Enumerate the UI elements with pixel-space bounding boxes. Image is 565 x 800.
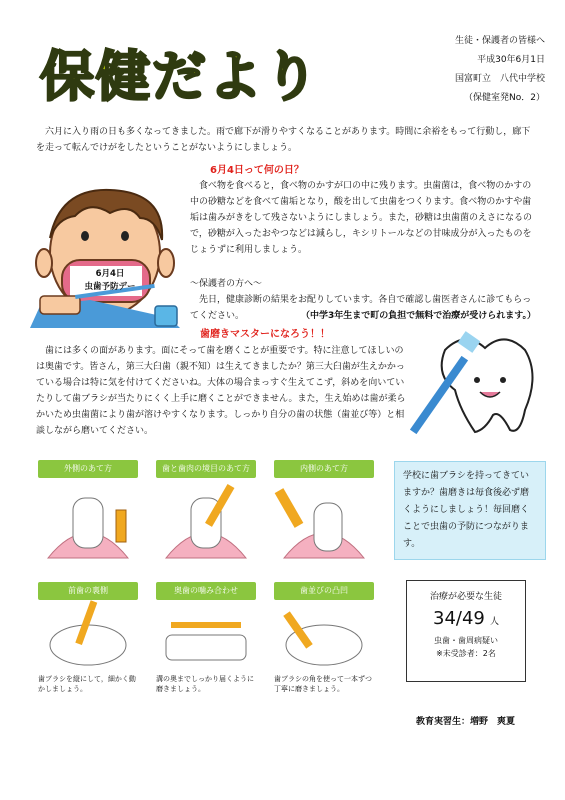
section2-heading: 歯磨きマスターになろう！！ (200, 329, 330, 340)
guardian-heading: 〜保護者の方へ〜 (190, 279, 263, 289)
guardian-note: （中学3年生まで町の負担で無料で治療が受けられます。） (300, 311, 536, 321)
sign-label: 虫歯予防デー (84, 282, 136, 292)
stats-unit: 人 (489, 617, 499, 627)
panel-outer (38, 460, 138, 572)
panel-front-back-illustration (38, 600, 138, 670)
panel-occlusal-illustration (156, 600, 256, 670)
panel-caption: 溝の奥までしっかり届くように磨きましょう。 (156, 675, 254, 693)
panel-label: 内側のあて方 (274, 460, 374, 478)
header-line: 生徒・保護者の皆様へ (454, 36, 545, 46)
header-line: （保健室発No．2） (464, 93, 545, 103)
panel-label: 外側のあて方 (38, 460, 138, 478)
stats-line2: ※未受診者：2名 (436, 649, 496, 658)
header-line: 平成30年6月1日 (477, 55, 545, 65)
panel-label: 歯と歯肉の境目のあて方 (156, 460, 256, 478)
panel-inner-illustration (274, 478, 374, 568)
footer-author: 教育実習生：増野 爽夏 (415, 717, 515, 727)
section2-body: 歯には多くの面があります。面にそって歯を磨くことが重要です。特に注意してほしいのは奥歯です。皆さん，第三大臼歯（親不知）は生えてきましたか？第三大臼歯が生えかかっている場合は特に気を付けてくださいね。大体の場合まっすぐ生えてこず，斜めを向いていたりして歯ブラシが当たりにくく上手に磨くことができません。また，生え始めは歯が柔らかいため虫歯菌により歯が溶けやすくなります。しっかり自分の歯の状態（歯並び等）と相談しながら磨いてください。 (36, 346, 406, 436)
tip-box: 学校に歯ブラシを持ってきていますか？歯磨きは毎食後必ず磨くようにしましょう！毎回磨くことで虫歯の予防につながります。 (394, 461, 546, 560)
guardian-body: 先日，健康診断の結果をお配りしています。各自で確認し歯医者さんに診てもらってください。 (190, 295, 532, 321)
stats-value: 34/49 (433, 608, 485, 629)
stats-title: 治療が必要な生徒 (429, 592, 502, 602)
panel-uneven (274, 582, 374, 694)
panel-caption: 歯ブラシを縦にして，細かく動かしましょう。 (38, 675, 136, 693)
panel-uneven-illustration (274, 600, 374, 670)
title-text: 保健だより (40, 45, 320, 108)
header-line: 国富町立 八代中学校 (454, 74, 545, 84)
sign-date: 6月4日 (95, 269, 125, 279)
panel-label: 歯並びの凸凹 (274, 582, 374, 600)
panel-gumline (156, 460, 256, 572)
panel-caption: 歯ブラシの角を使って一本ずつ丁寧に磨きましょう。 (274, 675, 372, 693)
tooth-mascot-illustration (405, 330, 545, 440)
stats-box (406, 580, 526, 682)
brushing-panels (38, 460, 378, 710)
newsletter-title (40, 38, 380, 116)
panel-label: 奥歯の噛み合わせ (156, 582, 256, 600)
panel-gumline-illustration (156, 478, 256, 568)
section1-heading: 6月4日って何の日？ (210, 165, 304, 176)
header-info (385, 32, 545, 108)
stats-line1: 虫歯・歯周病疑い (434, 636, 498, 645)
sign-text (77, 268, 143, 294)
panel-occlusal (156, 582, 256, 694)
panel-inner (274, 460, 374, 572)
intro-paragraph: 六月に入り雨の日も多くなってきました。雨で廊下が滑りやすくなることがあります。時間に余裕をもって行動し，廊下を走って転んでけがをしたということがないようにしましょう。 (36, 127, 531, 153)
panel-front-back (38, 582, 138, 694)
boy-brushing-illustration (30, 178, 185, 328)
section1-body: 食べ物を食べると，食べ物のかすが口の中に残ります。虫歯菌は，食べ物のかすの中の砂糖などを食べて歯垢となり，酸を出して虫歯をつくります。食べ物のかすや歯垢は歯みがきをして残さないようにしましょう。また，砂糖は虫歯菌のえさになるので，砂糖が入ったおやつなどは減らし，キシリトールなどの甘味成分が入ったものをじょうずに利用しましょう。 (190, 181, 533, 255)
panel-label: 前歯の裏側 (38, 582, 138, 600)
panel-outer-illustration (38, 478, 138, 568)
